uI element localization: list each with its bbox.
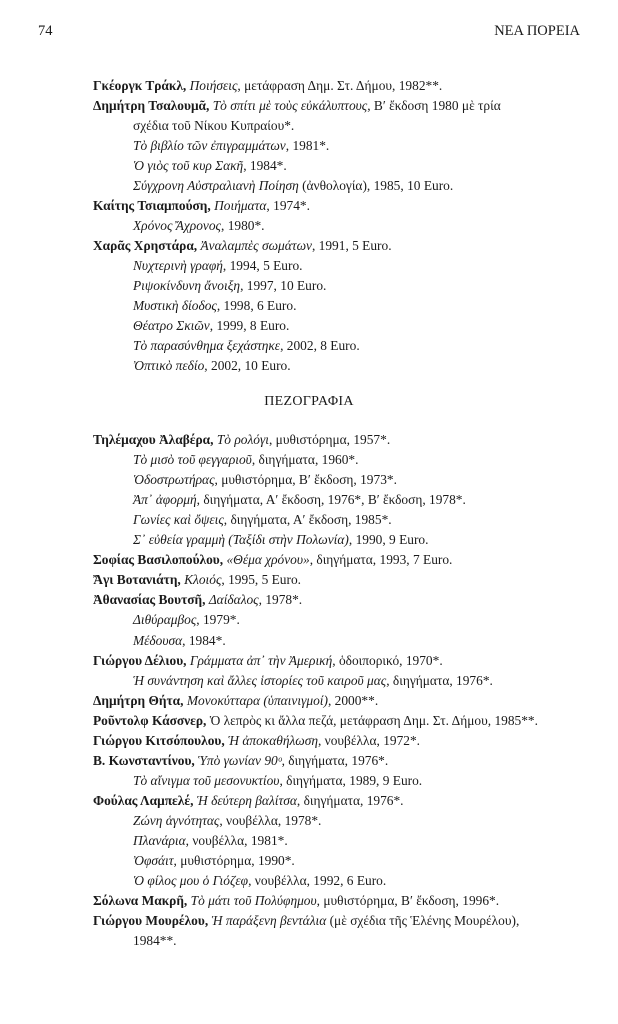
author-name: Σόλωνα Μακρῆ, (93, 893, 191, 909)
bibliography-entry (93, 550, 452, 570)
work-title: Ὑπὸ γωνίαν 90ᵒ (198, 752, 282, 768)
author-name: Καίτης Τσιαμπούση, (93, 198, 215, 213)
work-title: Τὸ μάτι τοῦ Πολύφημου (190, 893, 317, 909)
work-title: Ἡ συνάντηση καὶ ἄλλες ἱστορίες τοῦ καιροῦ μας (133, 672, 387, 688)
entry-details: , 1984*. (243, 158, 287, 173)
entry-continuation-line (133, 296, 296, 316)
work-title: Τὸ ρολόγι (216, 432, 269, 447)
work-title: Τὸ βιβλίο τῶν ἐπιγραμμάτων (133, 138, 286, 153)
bibliography-entry (93, 751, 388, 771)
entry-continuation-line (133, 216, 265, 236)
entry-continuation-line (133, 336, 360, 356)
work-title: Κλοιός (184, 572, 222, 588)
bibliography-entry (93, 691, 378, 711)
entry-details: , 1984*. (182, 632, 226, 648)
entry-details: , νουβέλλα, 1992, 6 Euro. (248, 873, 387, 889)
entry-details: , νουβέλλα, 1981*. (185, 833, 288, 848)
author-name: Γκέοργκ Τράκλ, (93, 78, 190, 93)
entry-details: , μετάφραση Δημ. Στ. Δήμου, 1982**. (237, 78, 443, 93)
entry-details: , 2000**. (327, 692, 379, 708)
author-name: Β. Κωνσταντίνου, (93, 752, 199, 768)
section-heading: ΠΕΖΟΓΡΑΦΙΑ (264, 394, 354, 409)
work-title: Ἡ ἀποκαθήλωση (228, 732, 318, 748)
entry-details: , Β′ ἔκδοση 1980 μὲ τρία (367, 98, 501, 113)
entry-continuation-line (133, 811, 321, 831)
bibliography-entry (93, 76, 442, 96)
work-title: Δαίδαλος (208, 592, 259, 608)
work-title: Πλανάρια (133, 833, 186, 848)
entry-continuation-line (133, 176, 453, 196)
work-title: Γωνίες καὶ ὄψεις (133, 512, 224, 528)
entry-continuation-line (133, 510, 392, 530)
entry-details: , διηγήματα, 1989, 9 Euro. (279, 772, 423, 788)
work-title: Τὸ σπίτι μὲ τοὺς εὐκάλυπτους (212, 98, 368, 113)
bibliography-entry (93, 891, 499, 911)
work-title: Ἡ δεύτερη βαλίτσα (196, 792, 297, 808)
work-title: Σύγχρονη Αὐστραλιανὴ Ποίηση (133, 178, 299, 193)
entry-details: , διηγήματα, Α′ ἔκδοση, 1976*, Β′ ἔκδοση, 1978*. (196, 492, 466, 508)
entry-continuation-line (133, 356, 291, 376)
entry-details: , 1980*. (221, 218, 265, 233)
bibliography-entry (93, 570, 301, 590)
bibliography-entry (93, 196, 310, 216)
author-name: Ροῦντολφ Κάσσνερ, (93, 712, 210, 728)
author-name: Σοφίας Βασιλοπούλου, (93, 552, 227, 568)
entry-details: , 1995, 5 Euro. (221, 572, 301, 588)
work-title: Ποιήματα (214, 198, 267, 213)
work-title: Ὀφσάιτ (133, 853, 174, 869)
bibliography-entry (93, 911, 519, 931)
work-title: Τὸ μισὸ τοῦ φεγγαριοῦ (133, 452, 252, 468)
work-title: Ζώνη ἁγνότητας (133, 812, 220, 828)
entry-continuation-line (133, 631, 226, 651)
work-title: Χρόνος Ἄχρονος (133, 218, 221, 233)
entry-continuation-line (133, 450, 358, 470)
bibliography-entry (93, 430, 390, 450)
entry-details: , διηγήματα, 1993, 7 Euro. (309, 552, 453, 568)
author-name: Χαρᾶς Χρηστάρα, (93, 238, 201, 253)
author-name: Δημήτρη Τσαλουμᾶ, (93, 98, 213, 113)
entry-details: , 1998, 6 Euro. (216, 298, 297, 313)
work-title: Ὁ γιὸς τοῦ κυρ Σακῆ (133, 158, 244, 173)
author-name: Ἄγι Βοτανιάτη, (93, 572, 185, 588)
work-title: Ποιήσεις (189, 78, 238, 93)
entry-continuation-line (133, 156, 287, 176)
work-title: Τὸ παρασύνθημα ξεχάστηκε (133, 338, 281, 353)
entry-details: , 2002, 10 Euro. (204, 358, 291, 373)
work-title: Ὁ φίλος μου ὁ Γιόζεφ (133, 873, 249, 889)
work-title: Ὁδοστρωτήρας (133, 472, 215, 488)
work-title: Τὸ αἴνιγμα τοῦ μεσονυκτίου (133, 772, 280, 788)
work-title: Διθύραμβος (133, 612, 197, 628)
work-title: Νυχτερινὴ γραφή (133, 258, 223, 273)
entry-details: , 1978*. (258, 592, 303, 608)
entry-details: (μὲ σχέδια τῆς Ἑλένης Μουρέλου), (326, 913, 520, 929)
entry-details: , ὁδοιπορικό, 1970*. (332, 652, 443, 668)
entry-details: , μυθιστόρημα, Β′ ἔκδοση, 1973*. (214, 472, 397, 488)
author-name: Τηλέμαχου Ἀλαβέρα, (93, 432, 217, 447)
entry-continuation-line (133, 316, 289, 336)
entry-continuation-line (133, 831, 288, 851)
author-name: Γιώργου Κιτσόπουλου, (93, 732, 229, 748)
work-title: Θέατρο Σκιῶν (133, 318, 210, 333)
entry-continuation-line (133, 490, 466, 510)
entry-continuation-line (133, 671, 493, 691)
work-title: Μονοκύτταρα (ὑπαινιγμοί) (186, 692, 328, 708)
entry-details: , 1979*. (196, 612, 240, 628)
entry-continuation-line (133, 116, 294, 136)
entry-details: , διηγήματα, 1976*. (281, 752, 389, 768)
entry-details: , 2002, 8 Euro. (280, 338, 360, 353)
work-title: Ἡ παράξενη βεντάλια (211, 913, 327, 929)
entry-continuation-line (133, 530, 428, 550)
work-title: «Θέμα χρόνου» (226, 552, 310, 568)
entry-details: , διηγήματα, 1960*. (251, 452, 359, 468)
running-header-title: ΝΕΑ ΠΟΡΕΙΑ (494, 23, 580, 39)
bibliography-entry (93, 236, 392, 256)
entry-continuation-line (133, 771, 422, 791)
entry-details: Ὁ λεπρὸς κι ἄλλα πεζά, μετάφραση Δημ. Στ. Δήμου, 1985**. (209, 712, 538, 728)
entry-continuation-line (133, 136, 329, 156)
entry-details: , 1981*. (285, 138, 330, 153)
bibliography-entry (93, 96, 501, 116)
entry-details: , μυθιστόρημα, 1990*. (173, 853, 295, 869)
entry-details: 1984**. (133, 933, 177, 949)
page-number: 74 (38, 23, 53, 39)
work-title: Ἀναλαμπὲς σωμάτων (200, 238, 312, 253)
bibliography-entry (93, 711, 538, 731)
entry-continuation-line (133, 851, 295, 871)
entry-details: , νουβέλλα, 1978*. (219, 812, 322, 828)
entry-details: , 1997, 10 Euro. (240, 278, 327, 293)
entry-details: , διηγήματα, 1976*. (296, 792, 404, 808)
entry-details: σχέδια τοῦ Νίκου Κυπραίου*. (133, 118, 295, 133)
entry-continuation-line (133, 610, 240, 630)
author-name: Ἀθανασίας Βουτσῆ, (93, 592, 209, 608)
entry-continuation-line (133, 871, 386, 891)
bibliography-entry (93, 731, 420, 751)
entry-continuation-line (133, 470, 397, 490)
work-title: Γράμματα ἀπ᾿ τὴν Ἀμερική (189, 652, 333, 668)
bibliography-entry (93, 651, 443, 671)
work-title: Ἀπ᾿ ἀφορμή (133, 492, 197, 508)
work-title: Σ᾿ εὐθεία γραμμὴ (Ταξίδι στὴν Πολωνία) (133, 532, 349, 548)
work-title: Μέδουσα (133, 632, 183, 648)
entry-continuation-line (133, 931, 177, 951)
entry-details: , 1999, 8 Euro. (209, 318, 290, 333)
entry-details: , 1974*. (266, 198, 310, 213)
entry-details: , 1994, 5 Euro. (222, 258, 303, 273)
entry-details: , νουβέλλα, 1972*. (317, 732, 421, 748)
entry-details: , 1991, 5 Euro. (311, 238, 392, 253)
bibliography-entry (93, 590, 302, 610)
entry-details: , μυθιστόρημα, 1957*. (268, 432, 391, 447)
author-name: Γιώργου Μουρέλου, (93, 913, 212, 929)
author-name: Δημήτρη Θήτα, (93, 692, 187, 708)
entry-details: , διηγήματα, 1976*. (386, 672, 493, 688)
work-title: Ριψοκίνδυνη ἄνοιξη (133, 278, 241, 293)
entry-details: , 1990, 9 Euro. (348, 532, 429, 548)
author-name: Φούλας Λαμπελέ, (93, 792, 197, 808)
author-name: Γιώργου Δέλιου, (93, 652, 190, 668)
work-title: Ὀπτικὸ πεδίο (133, 358, 205, 373)
bibliography-entry (93, 791, 404, 811)
entry-details: (ἀνθολογία), 1985, 10 Euro. (298, 178, 454, 193)
entry-continuation-line (133, 276, 326, 296)
entry-continuation-line (133, 256, 303, 276)
entry-details: , διηγήματα, Α′ ἔκδοση, 1985*. (223, 512, 392, 528)
work-title: Μυστικὴ δίοδος (133, 298, 217, 313)
entry-details: , μυθιστόρημα, Β′ ἔκδοση, 1996*. (316, 893, 500, 909)
